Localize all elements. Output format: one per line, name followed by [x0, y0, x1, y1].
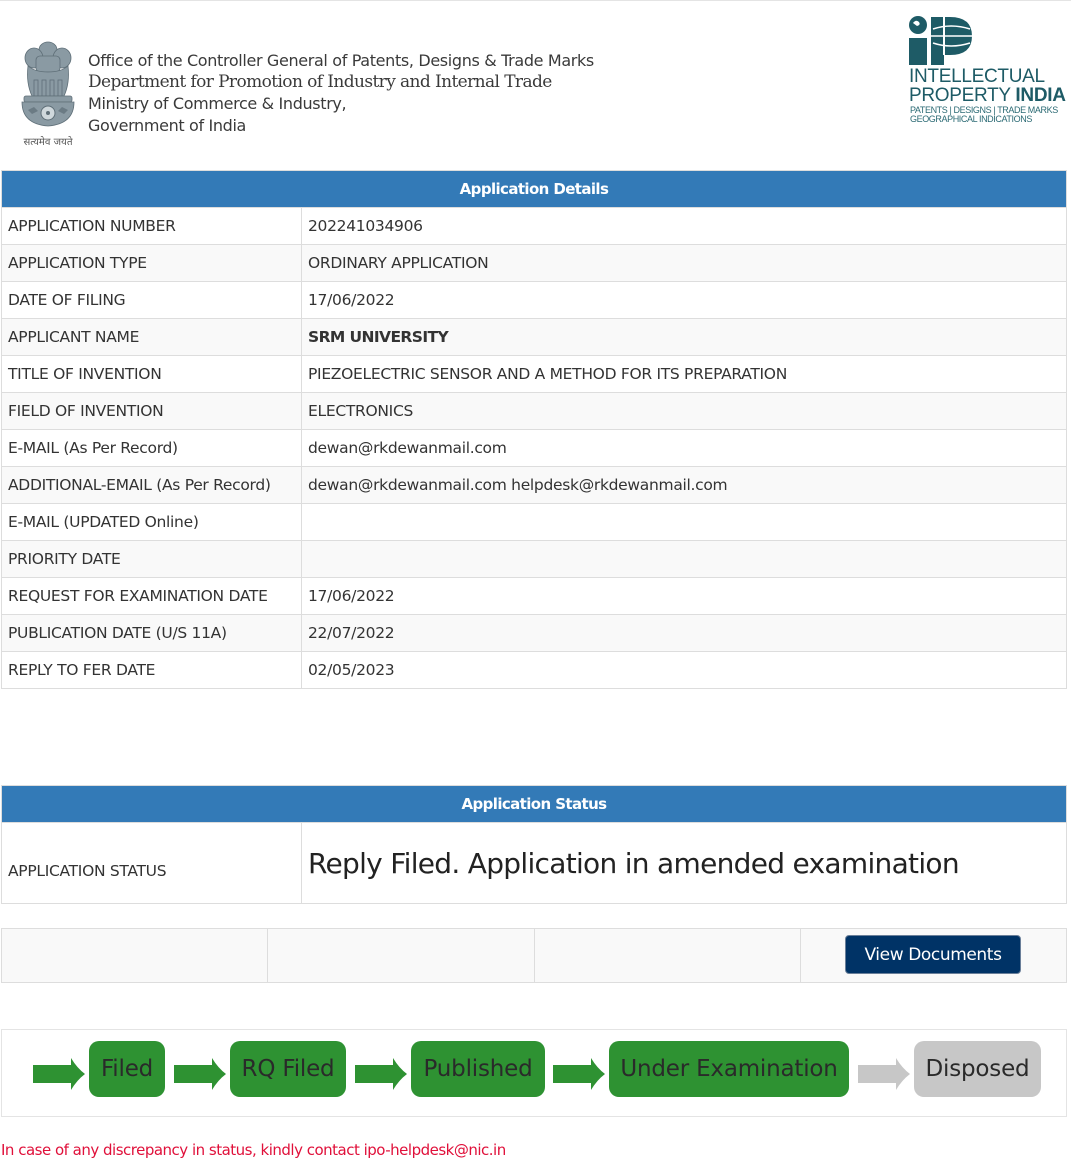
detail-row	[2, 467, 1067, 504]
application-details-title: Application Details	[2, 171, 1067, 208]
office-line-ministry: Ministry of Commerce & Industry,	[88, 94, 347, 113]
detail-row	[2, 245, 1067, 282]
detail-label: REPLY TO FER DATE	[2, 652, 302, 689]
view-documents-button[interactable]: View Documents	[845, 935, 1021, 974]
detail-row	[2, 319, 1067, 356]
status-label: APPLICATION STATUS	[2, 823, 302, 904]
detail-label: DATE OF FILING	[2, 282, 302, 319]
ip-india-logo	[906, 14, 1066, 129]
progress-arrow-icon	[174, 1058, 226, 1090]
progress-arrow-icon	[553, 1058, 605, 1090]
detail-value: ELECTRONICS	[302, 393, 1067, 430]
office-line-controller: Office of the Controller General of Patents, Designs & Trade Marks	[88, 51, 594, 70]
office-title-block	[88, 50, 594, 136]
emblem-motto: सत्यमेव जयते	[23, 137, 73, 148]
detail-value: ORDINARY APPLICATION	[302, 245, 1067, 282]
detail-value	[302, 504, 1067, 541]
detail-row	[2, 578, 1067, 615]
office-line-department: Department for Promotion of Industry and Internal Trade	[88, 71, 552, 92]
detail-label: REQUEST FOR EXAMINATION DATE	[2, 578, 302, 615]
detail-value: 02/05/2023	[302, 652, 1067, 689]
detail-value: dewan@rkdewanmail.com	[302, 430, 1067, 467]
ip-logo-line4: GEOGRAPHICAL INDICATIONS	[910, 114, 1032, 124]
progress-arrow-icon	[33, 1058, 85, 1090]
ip-logo-line3: PATENTS | DESIGNS | TRADE MARKS	[910, 105, 1058, 115]
application-status-title: Application Status	[2, 786, 1067, 823]
detail-label: APPLICATION NUMBER	[2, 208, 302, 245]
progress-arrow-icon	[858, 1058, 910, 1090]
detail-value: 17/06/2022	[302, 578, 1067, 615]
detail-value: dewan@rkdewanmail.com helpdesk@rkdewanmail.com	[302, 467, 1067, 504]
status-progress-tracker	[1, 1029, 1067, 1117]
ip-logo-india: INDIA	[1015, 85, 1066, 106]
ip-india-logo-icon	[906, 14, 976, 66]
detail-label: E-MAIL (UPDATED Online)	[2, 504, 302, 541]
progress-step-filed: Filed	[89, 1041, 165, 1097]
detail-row	[2, 430, 1067, 467]
application-details-table	[1, 170, 1067, 689]
ip-logo-line2	[909, 86, 1066, 105]
detail-value	[302, 541, 1067, 578]
actions-cell	[2, 929, 268, 983]
discrepancy-note: In case of any discrepancy in status, kindly contact ipo-helpdesk@nic.in	[1, 1141, 506, 1159]
progress-step-under-examination: Under Examination	[609, 1041, 849, 1097]
status-row	[2, 823, 1067, 904]
actions-cell	[268, 929, 534, 983]
detail-row	[2, 393, 1067, 430]
detail-label: FIELD OF INVENTION	[2, 393, 302, 430]
detail-label: ADDITIONAL-EMAIL (As Per Record)	[2, 467, 302, 504]
progress-step-disposed: Disposed	[914, 1041, 1041, 1097]
progress-step-published: Published	[411, 1041, 545, 1097]
detail-label: E-MAIL (As Per Record)	[2, 430, 302, 467]
application-status-table	[1, 785, 1067, 904]
detail-row	[2, 652, 1067, 689]
ip-logo-line1: INTELLECTUAL	[909, 66, 1045, 87]
progress-arrow-icon	[355, 1058, 407, 1090]
national-emblem-logo	[16, 38, 80, 150]
actions-cell	[534, 929, 800, 983]
detail-value: PIEZOELECTRIC SENSOR AND A METHOD FOR ITS PREPARATION	[302, 356, 1067, 393]
detail-label: PRIORITY DATE	[2, 541, 302, 578]
status-value: Reply Filed. Application in amended examination	[302, 823, 1067, 904]
detail-value: 17/06/2022	[302, 282, 1067, 319]
detail-label: APPLICANT NAME	[2, 319, 302, 356]
detail-row	[2, 541, 1067, 578]
detail-row	[2, 208, 1067, 245]
application-details-body	[2, 208, 1067, 689]
detail-value: 22/07/2022	[302, 615, 1067, 652]
detail-label: APPLICATION TYPE	[2, 245, 302, 282]
detail-row	[2, 504, 1067, 541]
detail-value: SRM UNIVERSITY	[302, 319, 1067, 356]
national-emblem-icon	[16, 38, 80, 134]
detail-label: PUBLICATION DATE (U/S 11A)	[2, 615, 302, 652]
page-header	[0, 0, 1071, 168]
detail-value: 202241034906	[302, 208, 1067, 245]
progress-step-rq-filed: RQ Filed	[230, 1041, 346, 1097]
detail-row	[2, 356, 1067, 393]
detail-row	[2, 615, 1067, 652]
detail-row	[2, 282, 1067, 319]
office-line-government: Government of India	[88, 115, 246, 135]
detail-label: TITLE OF INVENTION	[2, 356, 302, 393]
ip-logo-property: PROPERTY	[909, 85, 1016, 106]
